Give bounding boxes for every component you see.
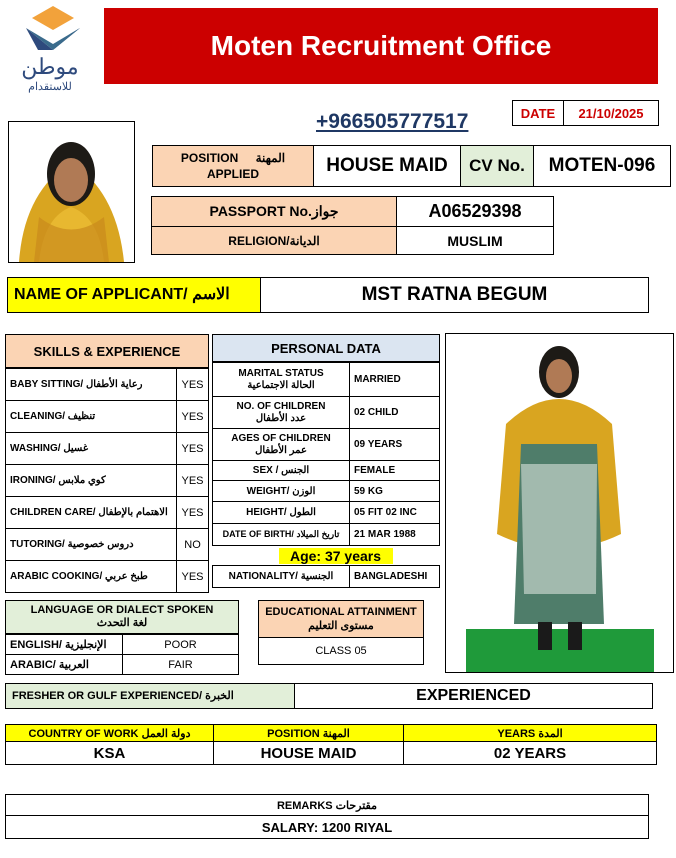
nationality-value: BANGLADESHI — [350, 566, 440, 588]
personal-title: PERSONAL DATA — [212, 334, 440, 362]
language-arabic-label: ARABIC/ العربية — [6, 655, 123, 675]
children-label-ar: عدد الأطفال — [255, 412, 307, 424]
skill-label: CHILDREN CARE/ الاهتمام بالإطفال — [6, 497, 177, 529]
ages-label-ar: عمر الأطفال — [255, 444, 307, 456]
remarks-label: REMARKS مقترحات — [5, 794, 649, 816]
education-value: CLASS 05 — [258, 637, 424, 665]
education-title-en: EDUCATIONAL ATTAINMENT — [265, 606, 417, 618]
position-label — [152, 145, 314, 187]
passport-label: PASSPORT No.جواز — [151, 196, 397, 227]
header-title: Moten Recruitment Office — [210, 30, 552, 61]
ages-value: 09 YEARS — [350, 429, 440, 461]
position-value: HOUSE MAID — [313, 145, 461, 187]
age-value: Age: 37 years — [279, 548, 393, 564]
language-table — [5, 600, 239, 675]
children-value: 02 CHILD — [350, 397, 440, 429]
passport-value: A06529398 — [396, 196, 554, 227]
logo-sub: للاستقدام — [28, 81, 72, 93]
country-label: COUNTRY OF WORK دولة العمل — [5, 724, 214, 742]
religion-label: RELIGION/الديانة — [151, 226, 397, 255]
dob-value: 21 MAR 1988 — [350, 524, 440, 546]
experience-position-value: HOUSE MAID — [213, 741, 404, 765]
skill-row — [6, 561, 209, 593]
fresher-value: EXPERIENCED — [294, 683, 653, 709]
date-label: DATE — [512, 100, 564, 126]
skill-row — [6, 401, 209, 433]
skill-label: CLEANING/ تنظيف — [6, 401, 177, 433]
skill-row — [6, 433, 209, 465]
language-english-label: ENGLISH/ الإنجليزية — [6, 635, 123, 655]
position-label-en: POSITION — [180, 151, 239, 165]
sex-label: SEX / الجنس — [213, 461, 350, 481]
nationality-label: NATIONALITY/ الجنسية — [213, 566, 350, 588]
position-label-en2: APPLIED — [206, 167, 259, 181]
name-label: NAME OF APPLICANT/ الاسم — [7, 277, 261, 313]
applicant-photo-small — [8, 121, 135, 263]
skill-label: TUTORING/ دروس خصوصية — [6, 529, 177, 561]
weight-value: 59 KG — [350, 481, 440, 502]
marital-label — [213, 363, 350, 397]
logo-arabic: موطن — [21, 54, 79, 79]
language-english-value: POOR — [123, 635, 239, 655]
sex-value: FEMALE — [350, 461, 440, 481]
skill-value: YES — [177, 561, 209, 593]
skill-row — [6, 529, 209, 561]
skills-title: SKILLS & EXPERIENCE — [5, 334, 209, 368]
name-value: MST RATNA BEGUM — [260, 277, 649, 313]
children-label — [213, 397, 350, 429]
height-value: 05 FIT 02 INC — [350, 502, 440, 524]
marital-label-ar: الحالة الاجتماعية — [247, 379, 315, 391]
skill-label: BABY SITTING/ رعاية الأطفال — [6, 369, 177, 401]
country-value: KSA — [5, 741, 214, 765]
skills-table — [5, 334, 209, 593]
marital-value: MARRIED — [350, 363, 440, 397]
skill-value: YES — [177, 433, 209, 465]
fresher-label: FRESHER OR GULF EXPERIENCED/ الخبرة — [5, 683, 295, 709]
religion-value: MUSLIM — [396, 226, 554, 255]
dob-label: DATE OF BIRTH/ تاريخ الميلاد — [213, 524, 350, 546]
marital-label-en: MARITAL STATUS — [238, 367, 324, 379]
years-value: 02 YEARS — [403, 741, 657, 765]
header-banner — [104, 8, 658, 84]
education-title-ar: مستوى التعليم — [308, 620, 374, 632]
personal-table — [212, 334, 440, 588]
years-label: YEARS المدة — [403, 724, 657, 742]
remarks-value: SALARY: 1200 RIYAL — [5, 815, 649, 839]
skill-value: YES — [177, 497, 209, 529]
skill-row — [6, 497, 209, 529]
skill-value: YES — [177, 401, 209, 433]
children-label-en: NO. OF CHILDREN — [236, 400, 326, 412]
ages-label-en: AGES OF CHILDREN — [231, 432, 331, 444]
applicant-photo-full — [445, 333, 674, 673]
skill-value: YES — [177, 465, 209, 497]
language-title-ar: لغة التحدث — [96, 617, 148, 629]
skill-value: YES — [177, 369, 209, 401]
skill-label: ARABIC COOKING/ طبخ عربي — [6, 561, 177, 593]
logo-mark-icon — [18, 4, 88, 52]
skill-value: NO — [177, 529, 209, 561]
language-title — [5, 600, 239, 634]
skill-row — [6, 465, 209, 497]
position-label-ar: المهنة — [255, 151, 286, 165]
date-value: 21/10/2025 — [563, 100, 659, 126]
cv-value: MOTEN-096 — [533, 145, 671, 187]
skills-rows — [5, 368, 209, 593]
language-title-en: LANGUAGE OR DIALECT SPOKEN — [30, 604, 214, 616]
skill-row — [6, 369, 209, 401]
language-arabic-value: FAIR — [123, 655, 239, 675]
ages-label — [213, 429, 350, 461]
skill-label: IRONING/ كوي ملابس — [6, 465, 177, 497]
experience-position-label: POSITION المهنة — [213, 724, 404, 742]
phone-number[interactable]: +966505777517 — [316, 110, 469, 133]
education-title — [258, 600, 424, 638]
weight-label: WEIGHT/ الوزن — [213, 481, 350, 502]
skill-label: WASHING/ غسيل — [6, 433, 177, 465]
cv-label: CV No. — [460, 145, 534, 187]
height-label: HEIGHT/ الطول — [213, 502, 350, 524]
logo — [10, 4, 90, 94]
